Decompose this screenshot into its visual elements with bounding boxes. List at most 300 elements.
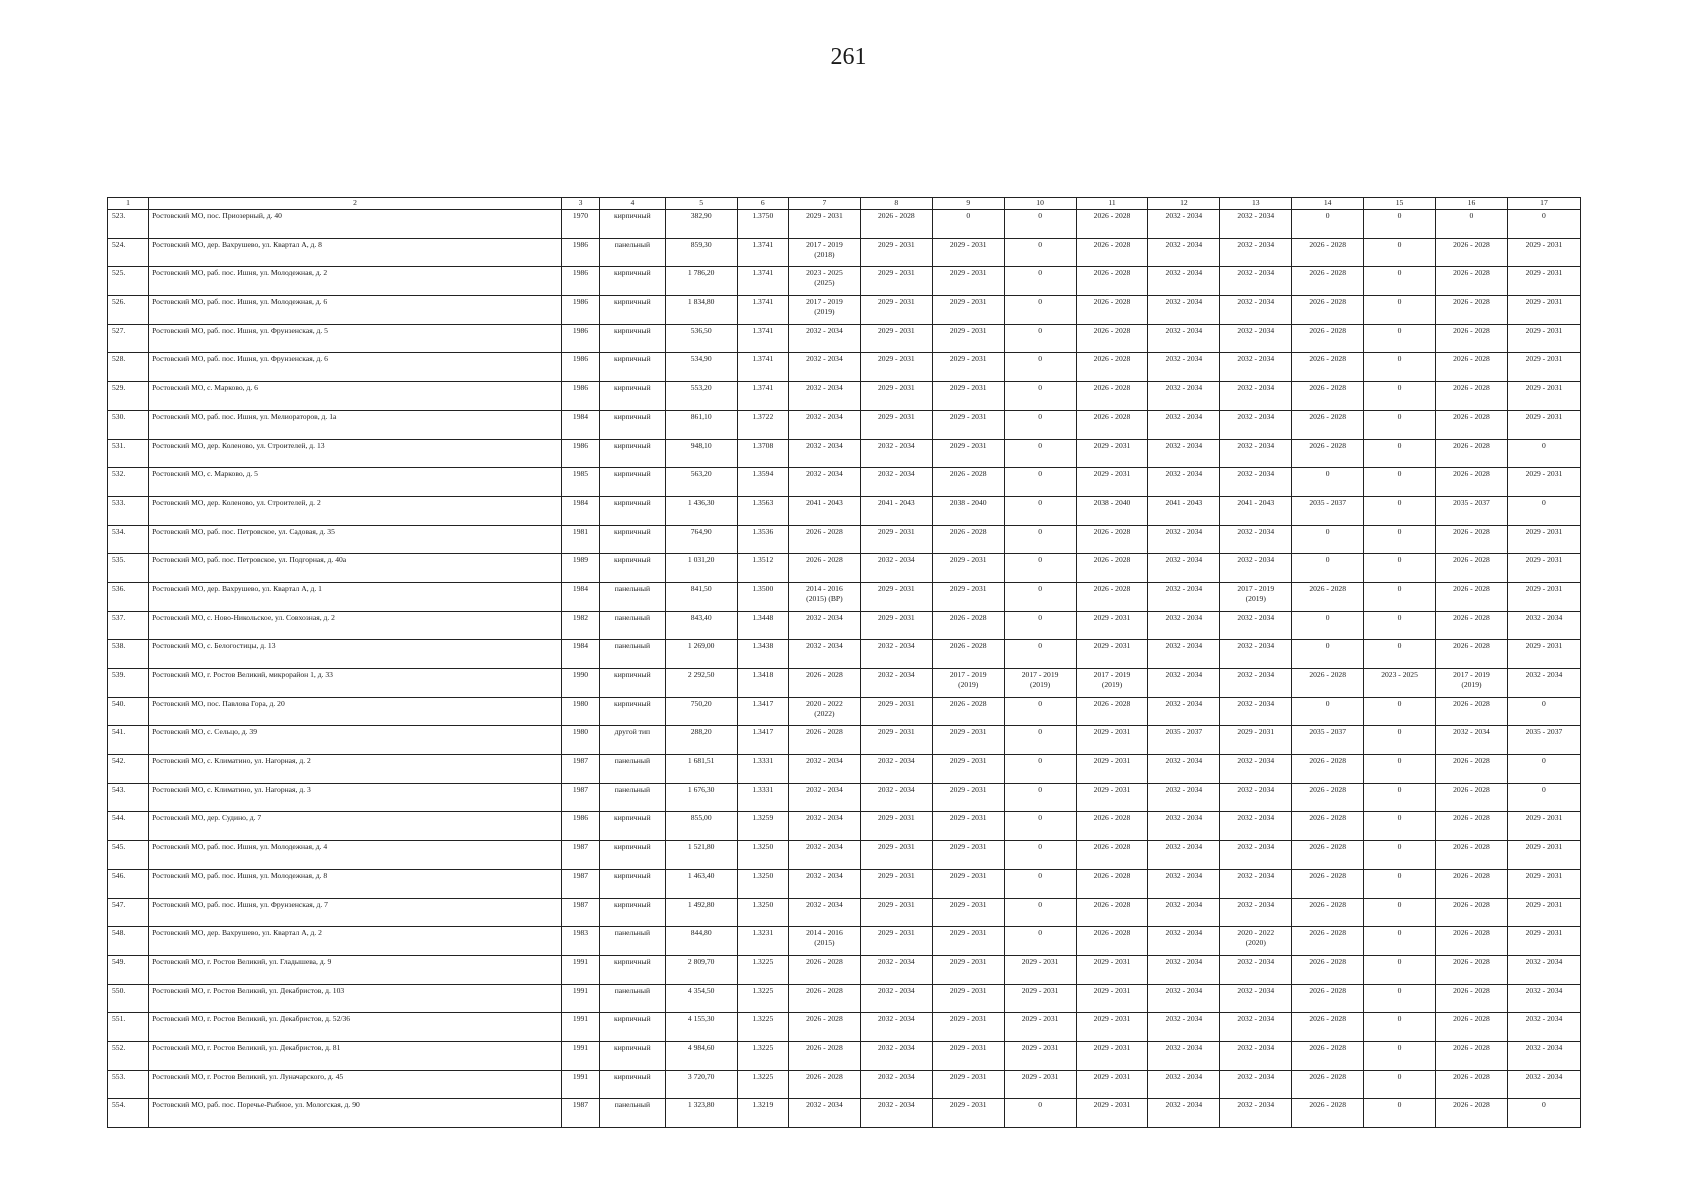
coefficient-cell — [737, 468, 788, 497]
address-cell — [149, 1041, 562, 1070]
col-14-value: 2026 - 2028 — [1309, 325, 1347, 335]
col-11-value: 2029 - 2031 — [1093, 612, 1131, 622]
col-16-cell — [1436, 669, 1508, 698]
col-13-value: 2032 - 2034 — [1237, 956, 1275, 966]
col-8-value: 2029 - 2031 — [877, 583, 915, 593]
address-value: Ростовский МО, раб. пос. Петровское, ул. Садовая, д. 35 — [152, 526, 335, 536]
col-15-cell — [1364, 841, 1436, 870]
col-16-value: 2026 - 2028 — [1453, 1014, 1490, 1024]
wall-material-value: панельный — [614, 641, 651, 651]
col-10-cell — [1004, 525, 1076, 554]
total-area-value: 1 676,30 — [687, 784, 715, 794]
col-15-cell — [1364, 210, 1436, 239]
row-number-cell — [108, 238, 149, 267]
col-10-cell — [1004, 783, 1076, 812]
col-8-cell — [860, 582, 932, 611]
col-17-cell — [1507, 496, 1580, 525]
column-header-14: 14 — [1292, 198, 1364, 210]
col-8-cell — [860, 525, 932, 554]
column-header-9: 9 — [932, 198, 1004, 210]
col-9-value: 2029 - 2031 — [949, 1042, 987, 1052]
col-9-value: 2029 - 2031 — [949, 1100, 987, 1110]
col-12-value: 2032 - 2034 — [1165, 297, 1203, 307]
col-7-cell — [788, 324, 860, 353]
total-area-cell — [665, 267, 737, 296]
col-17-value: 2029 - 2031 — [1525, 325, 1563, 335]
total-area-cell — [665, 525, 737, 554]
col-14-cell — [1292, 898, 1364, 927]
col-13-value: 2041 - 2043 — [1237, 497, 1275, 507]
col-17-cell — [1507, 238, 1580, 267]
col-15-cell — [1364, 755, 1436, 784]
col-13-cell — [1220, 755, 1292, 784]
col-17-cell — [1507, 210, 1580, 239]
col-16-cell — [1436, 324, 1508, 353]
table-row — [108, 296, 1581, 325]
col-16-cell — [1436, 1041, 1508, 1070]
col-15-cell — [1364, 468, 1436, 497]
col-16-cell — [1436, 1013, 1508, 1042]
build-year-cell — [562, 927, 600, 956]
total-area-value: 536,50 — [690, 325, 712, 335]
col-13-cell — [1220, 1099, 1292, 1128]
build-year-cell — [562, 324, 600, 353]
col-9-cell — [932, 812, 1004, 841]
col-11-cell — [1076, 984, 1148, 1013]
col-17-cell — [1507, 841, 1580, 870]
coefficient-value: 1.3259 — [752, 813, 774, 823]
wall-material-value: кирпичный — [614, 297, 651, 307]
col-7-value: 2032 - 2034 — [806, 813, 843, 823]
col-15-cell — [1364, 525, 1436, 554]
column-header-16: 16 — [1436, 198, 1508, 210]
col-12-value: 2032 - 2034 — [1165, 268, 1203, 278]
housing-register-table — [107, 197, 1581, 1128]
col-14-value: 2026 - 2028 — [1309, 784, 1347, 794]
build-year-cell — [562, 783, 600, 812]
row-number-value: 523. — [112, 211, 126, 220]
col-13-value: 2032 - 2034 — [1237, 1042, 1275, 1052]
total-area-cell — [665, 927, 737, 956]
col-10-value: 2017 - 2019 — [1021, 670, 1059, 679]
wall-material-value: кирпичный — [614, 698, 651, 708]
total-area-value: 2 292,50 — [687, 670, 715, 679]
col-8-cell — [860, 812, 932, 841]
col-7-value: 2026 - 2028 — [806, 1071, 843, 1081]
col-15-value: 0 — [1397, 985, 1402, 995]
col-7-cell — [788, 439, 860, 468]
col-13-cell — [1220, 927, 1292, 956]
col-15-cell — [1364, 726, 1436, 755]
coefficient-value: 1.3594 — [752, 469, 774, 479]
address-value: Ростовский МО, раб. пос. Ишня, ул. Молодежная, д. 6 — [152, 297, 328, 307]
build-year-value: 1983 — [572, 928, 589, 938]
col-9-cell — [932, 296, 1004, 325]
col-10-value: 0 — [1038, 612, 1042, 622]
address-cell — [149, 927, 562, 956]
col-13-value: 2029 - 2031 — [1237, 727, 1275, 737]
col-11-value: 2026 - 2028 — [1093, 698, 1131, 708]
build-year-cell — [562, 955, 600, 984]
total-area-cell — [665, 841, 737, 870]
col-16-value: 0 — [1469, 211, 1474, 220]
table-row — [108, 898, 1581, 927]
wall-material-cell — [600, 1099, 666, 1128]
col-17-cell — [1507, 984, 1580, 1013]
col-7-year-note: (2015) — [814, 938, 835, 948]
col-10-cell — [1004, 496, 1076, 525]
col-16-cell — [1436, 955, 1508, 984]
col-9-cell — [932, 267, 1004, 296]
col-16-cell — [1436, 1099, 1508, 1128]
wall-material-value: кирпичный — [614, 670, 651, 679]
col-14-value: 2026 - 2028 — [1309, 985, 1347, 995]
col-7-cell — [788, 1099, 860, 1128]
col-12-cell — [1148, 984, 1220, 1013]
col-13-cell — [1220, 468, 1292, 497]
col-7-value: 2032 - 2034 — [806, 842, 843, 852]
row-number-cell — [108, 640, 149, 669]
col-17-cell — [1507, 955, 1580, 984]
coefficient-cell — [737, 1041, 788, 1070]
col-13-value: 2032 - 2034 — [1237, 870, 1275, 880]
col-10-cell — [1004, 238, 1076, 267]
col-12-cell — [1148, 267, 1220, 296]
wall-material-value: панельный — [614, 784, 651, 794]
col-7-cell — [788, 640, 860, 669]
address-value: Ростовский МО, г. Ростов Великий, микрорайон 1, д. 33 — [152, 670, 333, 679]
col-11-value: 2029 - 2031 — [1093, 784, 1131, 794]
address-value: Ростовский МО, раб. пос. Ишня, ул. Молодежная, д. 8 — [152, 870, 328, 880]
column-header-17: 17 — [1507, 198, 1580, 210]
col-17-value: 2032 - 2034 — [1525, 1014, 1563, 1024]
coefficient-cell — [737, 1099, 788, 1128]
col-9-value: 2029 - 2031 — [949, 727, 987, 737]
coefficient-cell — [737, 726, 788, 755]
col-9-value: 2029 - 2031 — [949, 1071, 987, 1081]
col-16-value: 2026 - 2028 — [1453, 641, 1490, 651]
col-7-cell — [788, 210, 860, 239]
total-area-cell — [665, 984, 737, 1013]
col-11-cell — [1076, 697, 1148, 726]
col-15-cell — [1364, 1099, 1436, 1128]
col-10-year-note: (2019) — [1029, 680, 1051, 689]
col-10-value: 0 — [1038, 440, 1042, 450]
table-row — [108, 210, 1581, 239]
col-15-cell — [1364, 927, 1436, 956]
build-year-cell — [562, 898, 600, 927]
address-cell — [149, 267, 562, 296]
wall-material-value: панельный — [614, 612, 651, 622]
address-value: Ростовский МО, раб. пос. Ишня, ул. Фрунзенская, д. 5 — [152, 325, 328, 335]
col-17-cell — [1507, 726, 1580, 755]
col-17-value: 2029 - 2031 — [1525, 842, 1563, 852]
col-9-cell — [932, 238, 1004, 267]
coefficient-cell — [737, 210, 788, 239]
wall-material-cell — [600, 210, 666, 239]
col-16-value: 2026 - 2028 — [1453, 756, 1490, 766]
col-12-value: 2032 - 2034 — [1165, 411, 1203, 421]
col-8-value: 2029 - 2031 — [877, 297, 915, 307]
coefficient-cell — [737, 554, 788, 583]
col-11-value: 2026 - 2028 — [1093, 411, 1131, 421]
col-7-value: 2032 - 2034 — [806, 641, 843, 651]
total-area-value: 1 786,20 — [687, 268, 715, 278]
table-row — [108, 812, 1581, 841]
col-13-cell — [1220, 238, 1292, 267]
address-value: Ростовский МО, с. Ново-Никольское, ул. Совхозная, д. 2 — [152, 612, 335, 622]
col-15-cell — [1364, 267, 1436, 296]
col-10-cell — [1004, 611, 1076, 640]
col-16-cell — [1436, 783, 1508, 812]
address-cell — [149, 296, 562, 325]
address-value: Ростовский МО, г. Ростов Великий, ул. Декабристов, д. 103 — [152, 985, 345, 995]
col-13-cell — [1220, 1070, 1292, 1099]
col-10-cell — [1004, 869, 1076, 898]
col-11-cell — [1076, 755, 1148, 784]
build-year-value: 1986 — [572, 297, 589, 307]
col-11-cell — [1076, 238, 1148, 267]
col-8-value: 2026 - 2028 — [877, 211, 915, 220]
col-8-value: 2029 - 2031 — [877, 698, 915, 708]
coefficient-cell — [737, 1070, 788, 1099]
col-12-value: 2032 - 2034 — [1165, 469, 1203, 479]
col-7-value: 2026 - 2028 — [806, 985, 843, 995]
col-9-value: 2029 - 2031 — [949, 440, 987, 450]
col-11-value: 2029 - 2031 — [1093, 727, 1131, 737]
table-row — [108, 755, 1581, 784]
col-15-value: 0 — [1397, 698, 1402, 708]
col-7-value: 2032 - 2034 — [806, 383, 843, 393]
col-13-value: 2032 - 2034 — [1237, 1014, 1275, 1024]
col-14-cell — [1292, 726, 1364, 755]
col-12-value: 2032 - 2034 — [1165, 1100, 1203, 1110]
col-7-cell — [788, 1013, 860, 1042]
build-year-value: 1984 — [572, 583, 589, 593]
col-9-value: 0 — [966, 211, 971, 220]
col-10-value: 0 — [1038, 756, 1042, 766]
address-cell — [149, 726, 562, 755]
total-area-cell — [665, 1070, 737, 1099]
total-area-value: 841,50 — [690, 583, 712, 593]
col-15-cell — [1364, 296, 1436, 325]
col-15-value: 0 — [1397, 813, 1402, 823]
row-number-cell — [108, 267, 149, 296]
build-year-cell — [562, 238, 600, 267]
col-9-cell — [932, 640, 1004, 669]
col-10-cell — [1004, 955, 1076, 984]
coefficient-value: 1.3438 — [752, 641, 774, 651]
wall-material-cell — [600, 841, 666, 870]
col-12-value: 2032 - 2034 — [1165, 985, 1203, 995]
col-17-value: 2029 - 2031 — [1525, 526, 1563, 536]
col-14-cell — [1292, 554, 1364, 583]
col-12-cell — [1148, 697, 1220, 726]
build-year-value: 1980 — [572, 727, 589, 737]
col-16-cell — [1436, 726, 1508, 755]
coefficient-value: 1.3225 — [752, 956, 774, 966]
total-area-value: 1 463,40 — [687, 870, 715, 880]
col-12-cell — [1148, 726, 1220, 755]
col-7-cell — [788, 611, 860, 640]
col-7-cell — [788, 697, 860, 726]
col-14-value: 2026 - 2028 — [1309, 383, 1347, 393]
col-14-value: 0 — [1325, 211, 1330, 220]
col-10-value: 2029 - 2031 — [1021, 1014, 1059, 1024]
total-area-value: 3 720,70 — [687, 1071, 715, 1081]
col-16-value: 2026 - 2028 — [1453, 870, 1490, 880]
row-number-cell — [108, 582, 149, 611]
total-area-value: 4 155,30 — [687, 1014, 715, 1024]
row-number-value: 552. — [112, 1042, 126, 1052]
col-15-cell — [1364, 439, 1436, 468]
col-16-value: 2026 - 2028 — [1453, 469, 1490, 479]
build-year-value: 1986 — [572, 239, 589, 249]
address-cell — [149, 640, 562, 669]
total-area-cell — [665, 669, 737, 698]
col-17-cell — [1507, 410, 1580, 439]
coefficient-cell — [737, 525, 788, 554]
col-14-cell — [1292, 382, 1364, 411]
table-row — [108, 1013, 1581, 1042]
wall-material-cell — [600, 439, 666, 468]
build-year-value: 1984 — [572, 497, 589, 507]
col-12-cell — [1148, 783, 1220, 812]
col-8-value: 2029 - 2031 — [877, 899, 915, 909]
address-value: Ростовский МО, с. Сельцо, д. 39 — [152, 727, 258, 737]
col-10-cell — [1004, 296, 1076, 325]
table-row — [108, 927, 1581, 956]
address-cell — [149, 353, 562, 382]
col-15-value: 0 — [1397, 497, 1402, 507]
row-number-value: 531. — [112, 440, 126, 450]
col-15-value: 0 — [1397, 469, 1402, 479]
col-17-cell — [1507, 1070, 1580, 1099]
col-7-cell — [788, 410, 860, 439]
row-number-cell — [108, 353, 149, 382]
col-9-cell — [932, 669, 1004, 698]
col-13-cell — [1220, 439, 1292, 468]
wall-material-value: панельный — [614, 756, 651, 766]
build-year-value: 1989 — [572, 555, 589, 565]
col-13-value: 2032 - 2034 — [1237, 297, 1275, 307]
col-11-value: 2029 - 2031 — [1093, 440, 1131, 450]
col-13-value: 2032 - 2034 — [1237, 842, 1275, 852]
col-8-value: 2029 - 2031 — [877, 526, 915, 536]
address-value: Ростовский МО, раб. пос. Петровское, ул. Подгорная, д. 40а — [152, 555, 347, 565]
total-area-value: 861,10 — [690, 411, 712, 421]
address-cell — [149, 697, 562, 726]
col-12-value: 2032 - 2034 — [1165, 211, 1203, 220]
total-area-cell — [665, 410, 737, 439]
col-10-value: 0 — [1038, 555, 1042, 565]
col-10-value: 0 — [1038, 727, 1042, 737]
coefficient-value: 1.3231 — [752, 928, 774, 938]
col-17-value: 2032 - 2034 — [1525, 956, 1563, 966]
build-year-cell — [562, 1041, 600, 1070]
col-13-cell — [1220, 841, 1292, 870]
col-8-cell — [860, 984, 932, 1013]
col-17-value: 0 — [1542, 784, 1546, 794]
col-12-cell — [1148, 1013, 1220, 1042]
column-header-5: 5 — [665, 198, 737, 210]
col-16-value: 2026 - 2028 — [1453, 555, 1490, 565]
column-header-8: 8 — [860, 198, 932, 210]
col-12-value: 2032 - 2034 — [1165, 555, 1203, 565]
col-15-cell — [1364, 410, 1436, 439]
col-11-cell — [1076, 869, 1148, 898]
col-14-value: 2026 - 2028 — [1309, 1042, 1347, 1052]
col-16-cell — [1436, 210, 1508, 239]
col-14-cell — [1292, 496, 1364, 525]
address-value: Ростовский МО, с. Марково, д. 6 — [152, 383, 258, 393]
col-14-cell — [1292, 238, 1364, 267]
address-value: Ростовский МО, г. Ростов Великий, ул. Декабристов, д. 52/36 — [152, 1014, 351, 1024]
wall-material-value: кирпичный — [614, 383, 651, 393]
col-16-value: 2026 - 2028 — [1453, 985, 1490, 995]
col-8-cell — [860, 955, 932, 984]
col-10-cell — [1004, 927, 1076, 956]
col-15-value: 0 — [1397, 354, 1402, 364]
coefficient-cell — [737, 669, 788, 698]
address-cell — [149, 410, 562, 439]
col-13-value: 2020 - 2022 — [1237, 928, 1275, 938]
col-12-cell — [1148, 1099, 1220, 1128]
col-9-value: 2026 - 2028 — [949, 698, 987, 708]
col-7-value: 2032 - 2034 — [806, 440, 843, 450]
col-16-value: 2026 - 2028 — [1453, 813, 1490, 823]
col-16-value: 2017 - 2019 — [1453, 670, 1490, 679]
col-17-cell — [1507, 296, 1580, 325]
col-12-cell — [1148, 324, 1220, 353]
col-16-cell — [1436, 468, 1508, 497]
col-10-value: 0 — [1038, 297, 1042, 307]
coefficient-cell — [737, 296, 788, 325]
address-value: Ростовский МО, дер. Коленово, ул. Строителей, д. 2 — [152, 497, 321, 507]
col-9-cell — [932, 955, 1004, 984]
table-row — [108, 238, 1581, 267]
col-8-value: 2032 - 2034 — [877, 1100, 915, 1110]
table-row — [108, 640, 1581, 669]
col-12-value: 2041 - 2043 — [1165, 497, 1203, 507]
col-8-cell — [860, 238, 932, 267]
row-number-cell — [108, 783, 149, 812]
build-year-cell — [562, 984, 600, 1013]
table-body — [108, 210, 1581, 1128]
col-8-value: 2029 - 2031 — [877, 870, 915, 880]
col-8-cell — [860, 755, 932, 784]
col-8-value: 2032 - 2034 — [877, 985, 915, 995]
col-15-cell — [1364, 955, 1436, 984]
coefficient-value: 1.3741 — [752, 268, 774, 278]
row-number-cell — [108, 669, 149, 698]
total-area-cell — [665, 554, 737, 583]
total-area-cell — [665, 640, 737, 669]
col-7-cell — [788, 726, 860, 755]
col-7-value: 2032 - 2034 — [806, 870, 843, 880]
col-17-cell — [1507, 353, 1580, 382]
col-10-value: 0 — [1038, 239, 1042, 249]
wall-material-value: кирпичный — [614, 1071, 651, 1081]
build-year-cell — [562, 582, 600, 611]
col-9-cell — [932, 1099, 1004, 1128]
col-14-cell — [1292, 267, 1364, 296]
col-10-value: 0 — [1038, 268, 1042, 278]
row-number-value: 538. — [112, 641, 126, 651]
col-16-value: 2026 - 2028 — [1453, 784, 1490, 794]
col-7-year-note: (2019) — [814, 307, 835, 317]
col-17-value: 2029 - 2031 — [1525, 870, 1563, 880]
